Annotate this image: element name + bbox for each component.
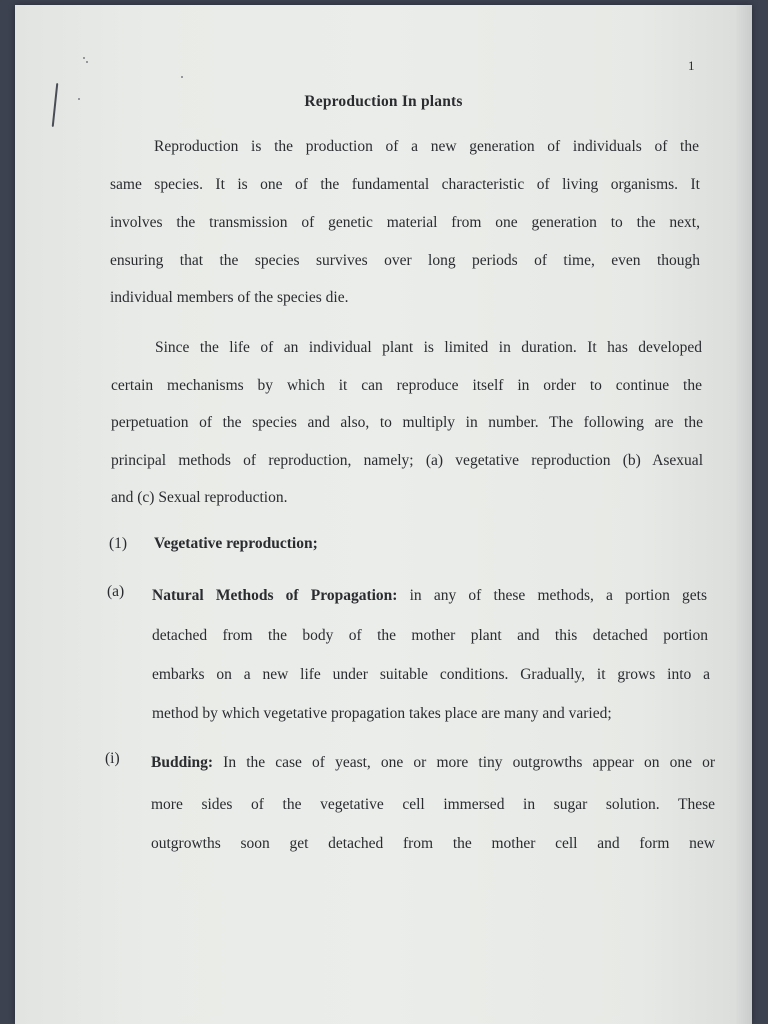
paragraph-1-line: Reproduction is the production of a new generation of individuals of the bbox=[154, 138, 699, 155]
item-heading: Natural Methods of Propagation: bbox=[152, 587, 398, 604]
item-i-line: more sides of the vegetative cell immersed in sugar solution. These bbox=[151, 796, 715, 813]
item-a-line: embarks on a new life under suitable conditions. Gradually, it grows into a bbox=[152, 666, 710, 683]
paragraph-1-line: individual members of the species die. bbox=[110, 289, 349, 306]
paragraph-2-line: principal methods of reproduction, namely; (a) vegetative reproduction (b) Asexual bbox=[111, 452, 703, 469]
paragraph-2-line: Since the life of an individual plant is limited in duration. It has developed bbox=[155, 339, 702, 356]
paragraph-2-line: perpetuation of the species and also, to multiply in number. The following are the bbox=[111, 414, 703, 431]
page-number: 1 bbox=[688, 58, 695, 73]
paragraph-2-line: and (c) Sexual reproduction. bbox=[111, 489, 288, 506]
item-number: (i) bbox=[105, 750, 120, 767]
page-edge-shadow bbox=[736, 5, 752, 1024]
item-i-line: outgrowths soon get detached from the mother cell and form new bbox=[151, 835, 715, 852]
paper-speck bbox=[86, 61, 88, 63]
item-heading: Budding: bbox=[151, 754, 214, 771]
item-number: (a) bbox=[107, 583, 125, 600]
paper-speck bbox=[181, 76, 183, 78]
paragraph-1-line: same species. It is one of the fundamental characteristic of living organisms. It bbox=[110, 176, 700, 193]
paragraph-1-line: ensuring that the species survives over long periods of time, even though bbox=[110, 252, 700, 269]
paragraph-2-line: certain mechanisms by which it can reproduce itself in order to continue the bbox=[111, 377, 702, 394]
document-page bbox=[15, 5, 752, 1024]
item-a-text: in any of these methods, a portion gets bbox=[397, 587, 707, 604]
item-a-line bbox=[152, 587, 707, 605]
item-i-line bbox=[151, 754, 715, 772]
item-a-line: detached from the body of the mother plant and this detached portion bbox=[152, 627, 708, 644]
section-heading: Vegetative reproduction; bbox=[154, 535, 318, 552]
section-number: (1) bbox=[109, 535, 128, 552]
page-title: Reproduction In plants bbox=[304, 93, 463, 110]
paragraph-1-line: involves the transmission of genetic material from one generation to the next, bbox=[110, 214, 700, 231]
item-a-line: method by which vegetative propagation takes place are many and varied; bbox=[152, 705, 612, 722]
item-i-text: In the case of yeast, one or more tiny outgrowths appear on one or bbox=[213, 754, 715, 771]
paper-speck bbox=[83, 57, 85, 59]
